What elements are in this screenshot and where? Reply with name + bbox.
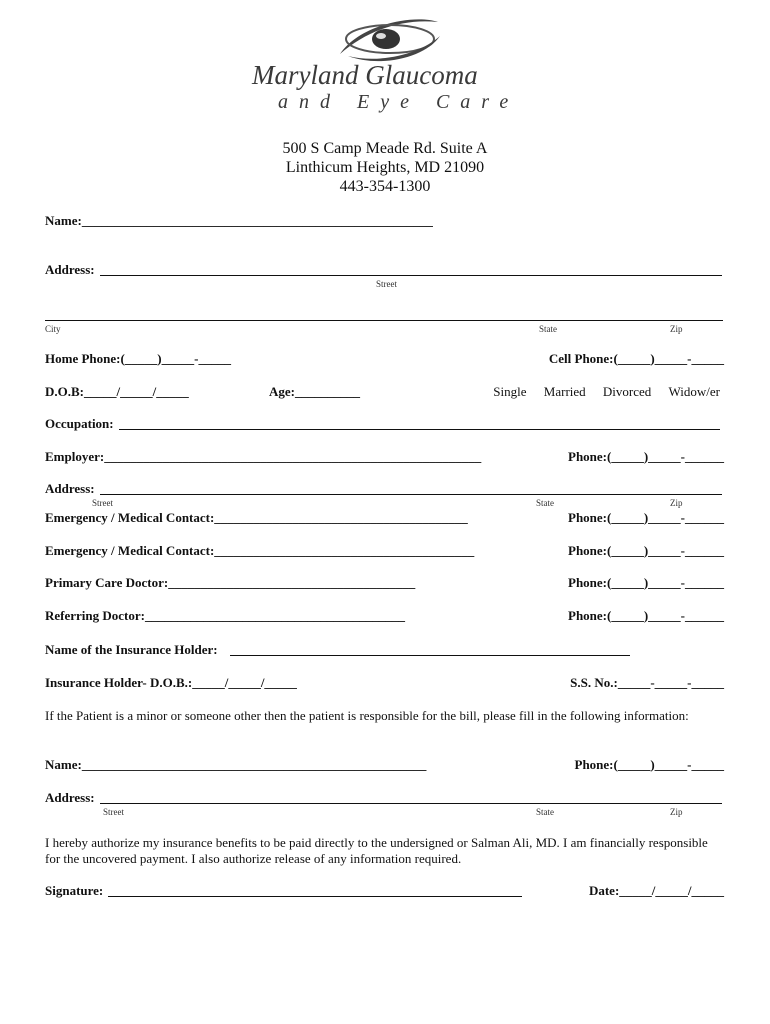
marital-married[interactable]: Married	[543, 384, 586, 399]
responsible-address-line[interactable]	[100, 803, 722, 804]
date-field[interactable]: Date:_____/_____/_____	[588, 883, 724, 898]
patient-address-label: Address:	[45, 262, 95, 277]
zip-hint: Zip	[670, 324, 683, 334]
signature-line[interactable]	[108, 896, 522, 897]
city-hint: City	[45, 324, 61, 334]
practice-city: Linthicum Heights, MD 21090	[285, 159, 485, 176]
emergency-contact-1-phone[interactable]: Phone:(_____)_____-______	[568, 510, 724, 525]
emergency-contact-2-field[interactable]: Emergency / Medical Contact:________________________________________	[45, 543, 475, 558]
ssn-field[interactable]: S.S. No.:_____-_____-_____	[570, 675, 724, 690]
occupation-line[interactable]	[119, 429, 720, 430]
minor-responsibility-note: If the Patient is a minor or someone other then the patient is responsible for the bill, please fill in the following information:	[45, 708, 689, 723]
practice-phone: 443-354-1300	[339, 178, 431, 195]
logo-title: Maryland Glaucoma	[252, 60, 478, 90]
marital-single[interactable]: Single	[493, 384, 527, 399]
cell-phone-field[interactable]: Cell Phone:(_____)_____-_____	[548, 351, 724, 366]
primary-care-doctor-phone[interactable]: Phone:(_____)_____-______	[568, 575, 724, 590]
insurance-holder-line[interactable]	[230, 655, 630, 656]
responsible-state-hint: State	[536, 807, 554, 817]
responsible-phone-field[interactable]: Phone:(_____)_____-_____	[574, 757, 724, 772]
employer-zip-hint: Zip	[670, 498, 683, 508]
emergency-contact-2-phone[interactable]: Phone:(_____)_____-______	[568, 543, 724, 558]
practice-street: 500 S Camp Meade Rd. Suite A	[282, 140, 488, 157]
employer-address-label: Address:	[45, 481, 95, 496]
patient-name-field[interactable]: Name:______________________________________________________	[45, 213, 433, 228]
insurance-holder-label: Name of the Insurance Holder:	[45, 642, 218, 657]
employer-street-hint: Street	[92, 498, 113, 508]
employer-phone-field[interactable]: Phone:(_____)_____-______	[568, 449, 724, 464]
primary-care-doctor-field[interactable]: Primary Care Doctor:______________________________________	[45, 575, 416, 590]
dob-field[interactable]: D.O.B:_____/_____/_____	[45, 384, 189, 399]
patient-street-line[interactable]	[100, 275, 722, 276]
practice-address	[0, 139, 770, 196]
responsible-street-hint: Street	[103, 807, 124, 817]
responsible-zip-hint: Zip	[670, 807, 683, 817]
signature-label: Signature:	[45, 883, 104, 898]
street-hint: Street	[376, 279, 397, 289]
age-field[interactable]: Age:__________	[269, 384, 360, 399]
responsible-name-field[interactable]: Name:_____________________________________________________	[45, 757, 427, 772]
insurance-holder-dob-field[interactable]: Insurance Holder- D.O.B.:_____/_____/_____	[45, 675, 297, 690]
occupation-label: Occupation:	[45, 416, 114, 431]
employer-address-line[interactable]	[100, 494, 722, 495]
marital-widower[interactable]: Widow/er	[668, 384, 720, 399]
employer-state-hint: State	[536, 498, 554, 508]
employer-field[interactable]: Employer:__________________________________________________________	[45, 449, 482, 464]
logo-subtitle: and Eye Care	[278, 91, 520, 113]
referring-doctor-phone[interactable]: Phone:(_____)_____-______	[568, 608, 724, 623]
marital-divorced[interactable]: Divorced	[602, 384, 652, 399]
marital-status-options	[493, 384, 720, 400]
emergency-contact-1-field[interactable]: Emergency / Medical Contact:_______________________________________	[45, 510, 468, 525]
home-phone-field[interactable]: Home Phone:(_____)_____-_____	[45, 351, 231, 366]
patient-city-line[interactable]	[45, 320, 723, 321]
referring-doctor-field[interactable]: Referring Doctor:________________________________________	[45, 608, 405, 623]
authorization-statement: I hereby authorize my insurance benefits to be paid directly to the undersigned or Salman Ali, MD. I am financially responsible for the uncovered payment. I also authorize release of any information required.	[45, 835, 708, 866]
responsible-address-label: Address:	[45, 790, 95, 805]
state-hint: State	[539, 324, 557, 334]
